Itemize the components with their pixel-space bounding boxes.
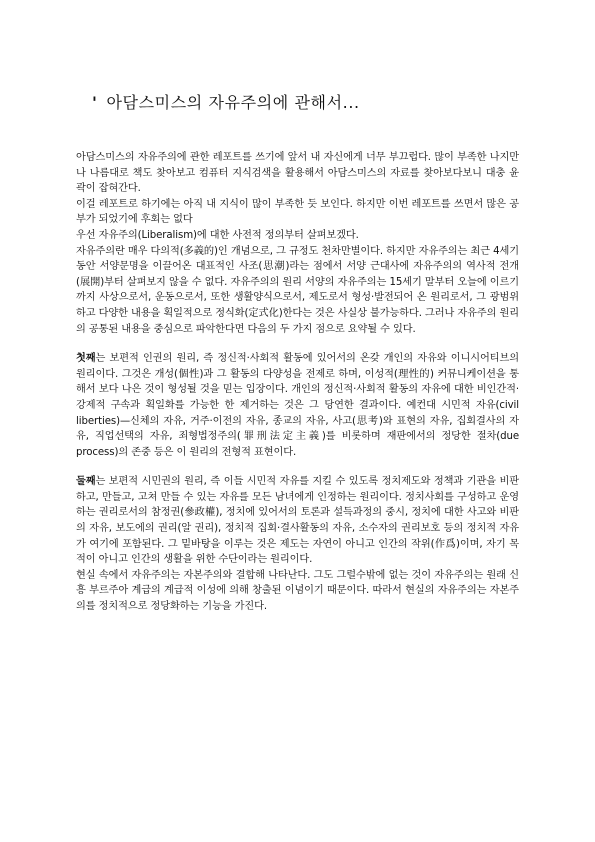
second-principle-paragraph — [76, 474, 519, 568]
first-principle-paragraph — [76, 351, 519, 460]
closing-paragraph: 현실 속에서 자유주의는 자본주의와 결합해 나타난다. 그도 그럴수밖에 없는 것이 자유주의는 원래 신흥 부르주아 계급의 계급적 이성에 의해 창출된 이념이기 때문이다. 따라서 현실의 자유주의는 자본주의를 정치적으로 정당화하는 기능을 가진다. — [76, 569, 519, 613]
intro-paragraph-4: 자유주의란 매우 다의적(多義的)인 개념으로, 그 규정도 천차만별이다. 하지만 자유주의는 최근 4세기 동안 서양문명을 이끌어온 대표적인 사조(思潮)라는 점에서 서양 근대사에 자유주의의 역사적 전개(展開)부터 살펴보지 않을 수 없다. 자유주의의 원리 서양의 자유주의는 15세기 말부터 오늘에 이르기까지 사상으로서, 운동으로서, 또한 생활양식으로서, 제도로서 형성·발전되어 온 원리로서, 그 광범위하고 다양한 내용을 획일적으로 정식화(定式化)한다는 것은 사실상 불가능하다. 그러나 자유주의 원리의 공통된 내용을 중심으로 파악한다면 다음의 두 가지 점으로 요약될 수 있다. — [76, 245, 519, 335]
paragraph-gap — [76, 460, 519, 474]
intro-paragraph-2: 이걸 레포트로 하기에는 아직 내 지식이 많이 부족한 듯 보인다. 하지만 이번 레포트를 쓰면서 많은 공부가 되었기에 후회는 없다 — [76, 198, 519, 226]
page-title — [92, 92, 512, 114]
first-principle-lead: 첫째 — [76, 353, 96, 365]
document-body — [76, 150, 519, 615]
title-mark: ' — [92, 93, 98, 112]
first-principle-text: 는 보편적 인권의 원리, 즉 정신적·사회적 활동에 있어서의 온갖 개인의 자유와 이니시어티브의 원리이다. 그것은 개성(個性)과 그 활동의 다양성을 전제로 하며, 이성적(理性的) 커뮤니케이션을 통해서 보다 나은 것이 형성될 것을 믿는 입장이다. 개인의 정신적·사회적 활동의 자유에 대한 비인간적·강제적 구속과 획일화를 가능한 한 제거하는 것은 그 당연한 결과이다. 예컨대 시민적 자유(civil liberties)—신체의 자유, 거주·이전의 자유, 종교의 자유, 사고(思考)와 표현의 자유, 집회결사의 자유, 직업선택의 자유, 죄형법정주의(罪刑法定主義)를 비롯하며 재판에서의 정당한 절차(due process)의 존중 등은 이 원리의 전형적 표현이다. — [76, 353, 519, 458]
second-principle-lead: 둘째 — [76, 476, 96, 488]
paragraph-gap — [76, 337, 519, 351]
title-text: 아담스미스의 자유주의에 관해서... — [106, 93, 360, 112]
second-principle-text: 는 보편적 시민권의 원리, 즉 이들 시민적 자유를 지킬 수 있도록 정치제도와 정책과 기관을 비판하고, 만들고, 고쳐 만들 수 있는 자유를 모든 남녀에게 인정하는 원리이다. 정치사회를 구성하고 운영하는 권리로서의 참정권(參政權), 정치에 있어서의 토론과 설득과정의 중시, 정치에 대한 사고와 비판의 자유, 보도에의 권리(알 권리), 정치적 집회·결사활동의 자유, 소수자의 권리보호 등의 정치적 자유가 여기에 포함된다. 그 밑바탕을 이루는 것은 제도는 자연이 아니고 인간의 작위(作爲)이며, 자기 목적이 아니고 인간의 생활을 위한 수단이라는 원리이다. — [76, 476, 519, 566]
intro-paragraph-1: 아담스미스의 자유주의에 관한 레포트를 쓰기에 앞서 내 자신에게 너무 부끄럽다. 많이 부족한 나지만 나 나름대로 책도 찾아보고 컴퓨터 지식검색을 활용해서 아담스미스의 자료를 찾아보다보니 대충 윤곽이 잡혀간다. — [76, 152, 519, 195]
intro-paragraph-3: 우선 자유주의(Liberalism)에 대한 사전적 정의부터 살펴보겠다. — [76, 229, 359, 241]
